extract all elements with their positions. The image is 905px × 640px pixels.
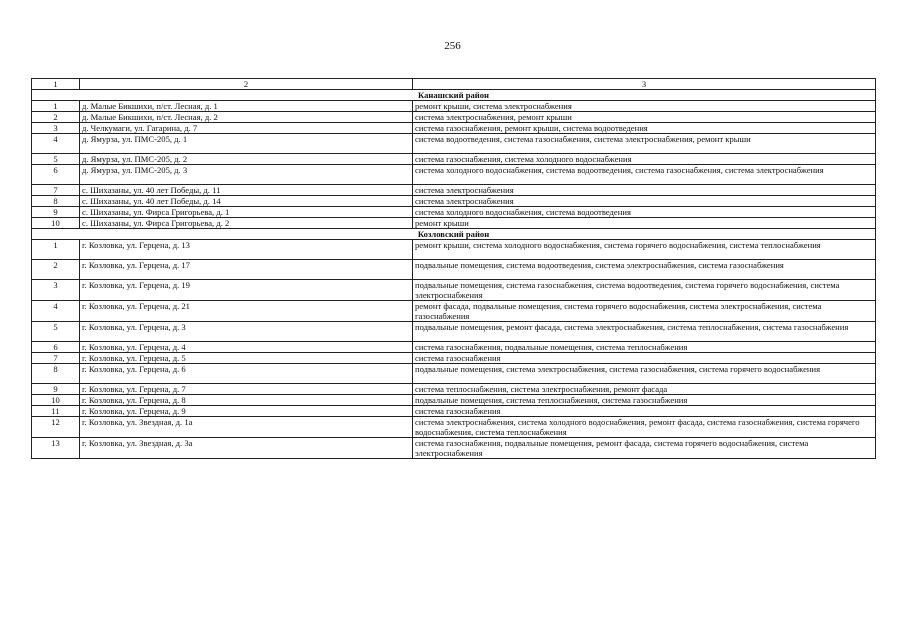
table-row [32, 165, 876, 185]
table-row [32, 353, 876, 364]
table-row [32, 342, 876, 353]
row-number: 6 [32, 165, 80, 185]
row-number: 10 [32, 218, 80, 229]
row-works: подвальные помещения, система газоснабжения, система водоотведения, система горячего водоснабжения, система электроснабжения [413, 280, 876, 301]
table-row [32, 301, 876, 322]
row-number: 13 [32, 438, 80, 459]
row-address: г. Козловка, ул. Герцена, д. 17 [80, 260, 413, 280]
row-works: система газоснабжения, подвальные помещения, ремонт фасада, система горячего водоснабжения, система электроснабжения [413, 438, 876, 459]
row-address: д. Малые Бикшихи, п/ст. Лесная, д. 1 [80, 101, 413, 112]
row-number: 4 [32, 134, 80, 154]
table-row [32, 438, 876, 459]
header-row [32, 79, 876, 90]
page-number: 256 [444, 40, 461, 52]
row-address: г. Козловка, ул. Герцена, д. 4 [80, 342, 413, 353]
table-row [32, 395, 876, 406]
row-number: 8 [32, 196, 80, 207]
row-works: ремонт крыши, система холодного водоснабжения, система горячего водоснабжения, система теплоснабжения [413, 240, 876, 260]
row-number: 9 [32, 207, 80, 218]
row-address: г. Козловка, ул. Герцена, д. 9 [80, 406, 413, 417]
row-number: 2 [32, 260, 80, 280]
row-works: ремонт крыши, система электроснабжения [413, 101, 876, 112]
table-row [32, 123, 876, 134]
row-works: система газоснабжения, система холодного водоснабжения [413, 154, 876, 165]
row-works: система теплоснабжения, система электроснабжения, ремонт фасада [413, 384, 876, 395]
row-address: д. Ямурза, ул. ПМС-205, д. 2 [80, 154, 413, 165]
row-address: с. Шихазаны, ул. 40 лет Победы, д. 14 [80, 196, 413, 207]
row-address: г. Козловка, ул. Герцена, д. 6 [80, 364, 413, 384]
row-address: г. Козловка, ул. Герцена, д. 7 [80, 384, 413, 395]
row-address: д. Челкумаги, ул. Гагарина, д. 7 [80, 123, 413, 134]
table-row [32, 154, 876, 165]
row-address: с. Шихазаны, ул. Фирса Григорьева, д. 1 [80, 207, 413, 218]
table-row [32, 101, 876, 112]
row-number: 9 [32, 384, 80, 395]
section-title: Козловский район [32, 229, 876, 240]
table-row [32, 196, 876, 207]
row-address: г. Козловка, ул. Звездная, д. 3а [80, 438, 413, 459]
row-works: система электроснабжения, ремонт крыши [413, 112, 876, 123]
row-works: ремонт фасада, подвальные помещения, система горячего водоснабжения, система электроснабжения, система газоснабжения [413, 301, 876, 322]
row-address: г. Козловка, ул. Герцена, д. 19 [80, 280, 413, 301]
row-works: система газоснабжения [413, 353, 876, 364]
row-works: система электроснабжения [413, 196, 876, 207]
row-works: система электроснабжения, система холодного водоснабжения, ремонт фасада, система газоснабжения, система горячего водоснабжения, система теплоснабжения [413, 417, 876, 438]
header-col-works: 3 [413, 79, 876, 90]
table-row [32, 134, 876, 154]
row-address: г. Козловка, ул. Герцена, д. 8 [80, 395, 413, 406]
table-row [32, 322, 876, 342]
row-number: 10 [32, 395, 80, 406]
row-address: г. Козловка, ул. Герцена, д. 21 [80, 301, 413, 322]
row-works: подвальные помещения, система теплоснабжения, система газоснабжения [413, 395, 876, 406]
row-number: 11 [32, 406, 80, 417]
row-number: 2 [32, 112, 80, 123]
row-works: подвальные помещения, система электроснабжения, система газоснабжения, система горячего водоснабжения [413, 364, 876, 384]
table-row [32, 406, 876, 417]
row-address: д. Малые Бикшихи, п/ст. Лесная, д. 2 [80, 112, 413, 123]
row-number: 5 [32, 154, 80, 165]
row-number: 4 [32, 301, 80, 322]
table-row [32, 112, 876, 123]
table-row [32, 218, 876, 229]
table-body [32, 79, 876, 459]
row-number: 3 [32, 123, 80, 134]
section-row [32, 90, 876, 101]
row-number: 3 [32, 280, 80, 301]
row-number: 1 [32, 240, 80, 260]
row-number: 6 [32, 342, 80, 353]
row-number: 1 [32, 101, 80, 112]
row-address: г. Козловка, ул. Герцена, д. 3 [80, 322, 413, 342]
row-number: 5 [32, 322, 80, 342]
row-works: подвальные помещения, система водоотведения, система электроснабжения, система газоснабжения [413, 260, 876, 280]
repair-table [31, 78, 876, 459]
table-row [32, 384, 876, 395]
row-number: 12 [32, 417, 80, 438]
row-works: подвальные помещения, ремонт фасада, система электроснабжения, система теплоснабжения, система газоснабжения [413, 322, 876, 342]
row-works: ремонт крыши [413, 218, 876, 229]
row-address: г. Козловка, ул. Звездная, д. 1а [80, 417, 413, 438]
row-works: система холодного водоснабжения, система водоотведения [413, 207, 876, 218]
row-works: система водоотведения, система газоснабжения, система электроснабжения, ремонт крыши [413, 134, 876, 154]
row-works: система газоснабжения, подвальные помещения, система теплоснабжения [413, 342, 876, 353]
table-row [32, 207, 876, 218]
table-row [32, 240, 876, 260]
row-number: 7 [32, 353, 80, 364]
row-address: д. Ямурза, ул. ПМС-205, д. 1 [80, 134, 413, 154]
section-title: Канашский район [32, 90, 876, 101]
table-row [32, 260, 876, 280]
row-number: 8 [32, 364, 80, 384]
table-row [32, 364, 876, 384]
row-address: с. Шихазаны, ул. 40 лет Победы, д. 11 [80, 185, 413, 196]
row-address: с. Шихазаны, ул. Фирса Григорьева, д. 2 [80, 218, 413, 229]
row-address: д. Ямурза, ул. ПМС-205, д. 3 [80, 165, 413, 185]
row-address: г. Козловка, ул. Герцена, д. 13 [80, 240, 413, 260]
row-works: система электроснабжения [413, 185, 876, 196]
row-address: г. Козловка, ул. Герцена, д. 5 [80, 353, 413, 364]
header-col-address: 2 [80, 79, 413, 90]
row-works: система газоснабжения [413, 406, 876, 417]
row-works: система газоснабжения, ремонт крыши, система водоотведения [413, 123, 876, 134]
table-row [32, 417, 876, 438]
table-row [32, 185, 876, 196]
row-number: 7 [32, 185, 80, 196]
section-row [32, 229, 876, 240]
table-row [32, 280, 876, 301]
row-works: система холодного водоснабжения, система водоотведения, система газоснабжения, система электроснабжения [413, 165, 876, 185]
header-col-number: 1 [32, 79, 80, 90]
